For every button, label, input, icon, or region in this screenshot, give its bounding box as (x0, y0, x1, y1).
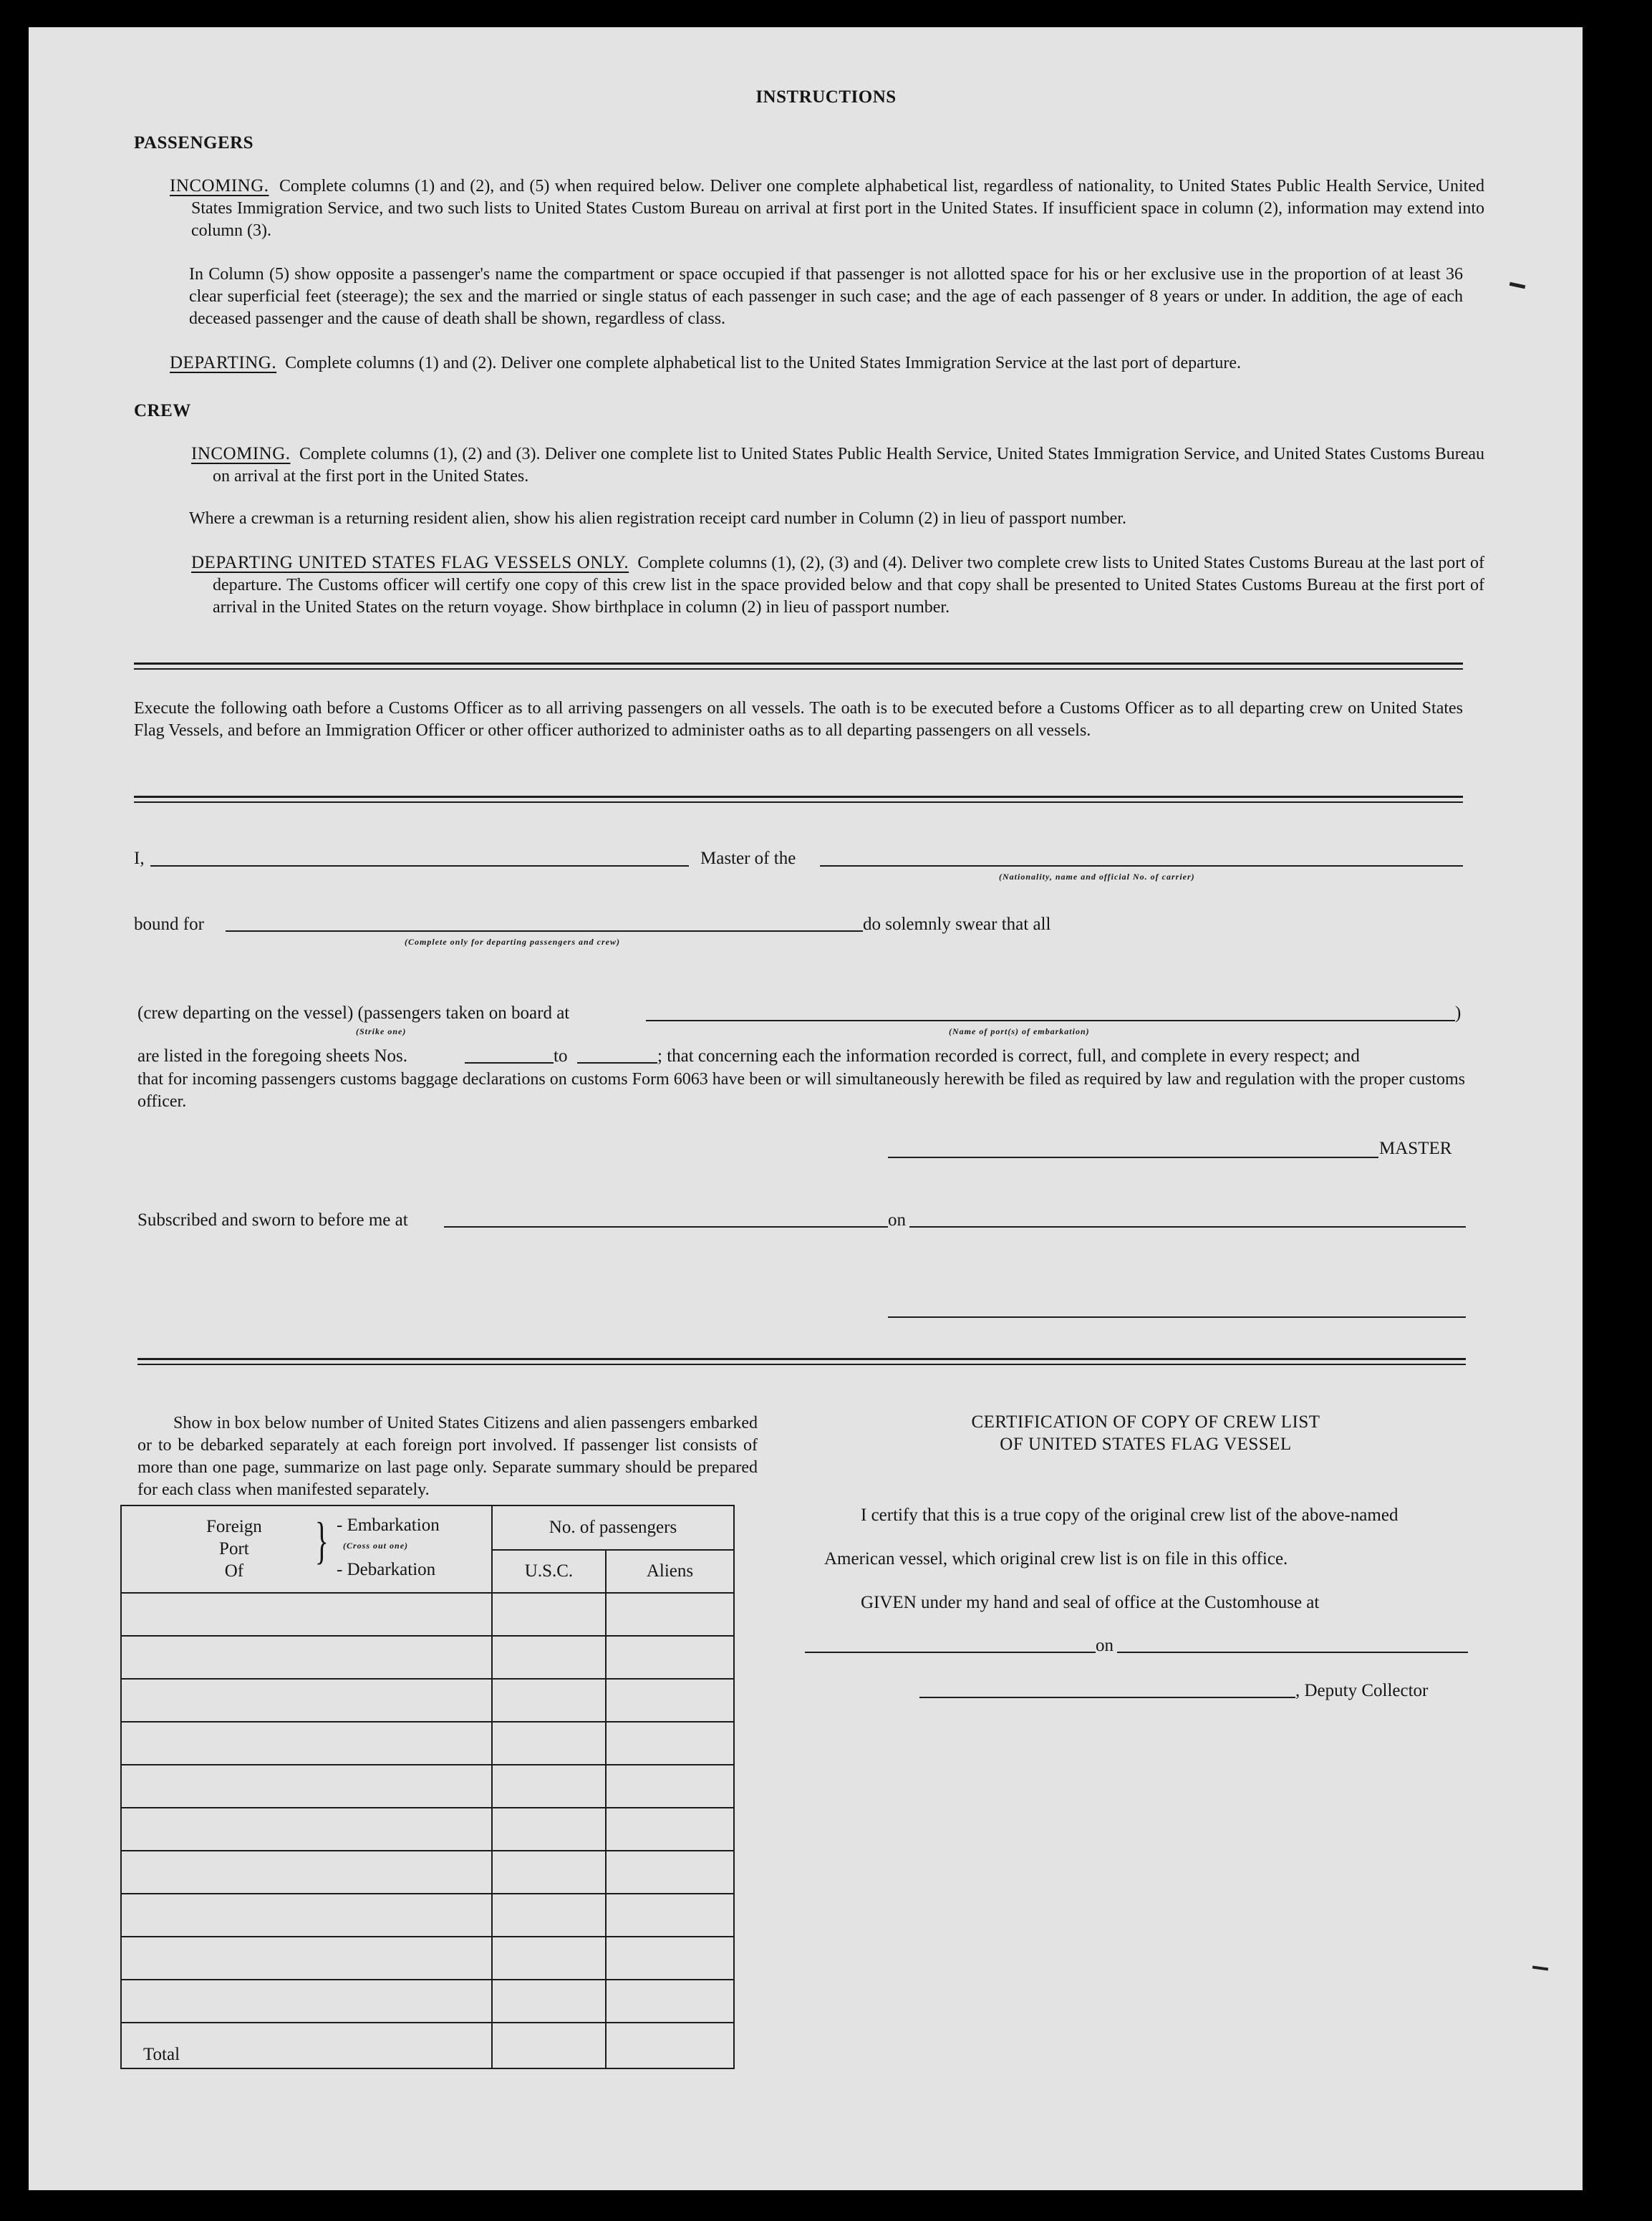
crew-incoming-label: INCOMING. (191, 444, 291, 463)
usc-cell[interactable] (492, 1765, 606, 1808)
passenger-summary-table (120, 1505, 735, 2069)
crew-resident-paragraph: Where a crewman is a returning resident alien, show his alien registration receipt card number in Column (2) in lieu of passport number. (189, 509, 1126, 528)
strike-one-caption: (Strike one) (356, 1026, 407, 1036)
sworn-place-field[interactable] (444, 1226, 888, 1228)
aliens-cell[interactable] (606, 1894, 734, 1937)
bound-for-caption: (Complete only for departing passengers and crew) (405, 937, 620, 947)
debarkation-label: - Debarkation (337, 1560, 436, 1579)
table-row (121, 1679, 734, 1722)
table-row (121, 1722, 734, 1765)
table-row (121, 1808, 734, 1851)
passengers-departing-paragraph (170, 352, 1463, 375)
to-label: to (554, 1046, 568, 1066)
aliens-cell[interactable] (606, 1980, 734, 2023)
aliens-cell[interactable] (606, 1765, 734, 1808)
table-row (121, 1593, 734, 1636)
certification-title-line2: OF UNITED STATES FLAG VESSEL (1000, 1435, 1292, 1454)
bound-for-field[interactable] (226, 930, 863, 932)
total-usc-cell[interactable] (492, 2023, 606, 2068)
of-label: Of (224, 1561, 244, 1581)
foreign-label: Foreign (206, 1517, 262, 1536)
aliens-cell[interactable] (606, 1722, 734, 1765)
oath-i-label: I, (134, 849, 145, 868)
usc-cell[interactable] (492, 1894, 606, 1937)
port-cell[interactable] (121, 1894, 492, 1937)
aliens-cell[interactable] (606, 1851, 734, 1894)
listed-continuation: that for incoming passengers customs baggage declarations on customs Form 6063 have been or will simultaneously herewith be filed as required by law and regulation with the proper customs officer. (137, 1070, 1465, 1111)
no-passengers-header: No. of passengers (492, 1505, 734, 1550)
carrier-field[interactable] (820, 865, 1463, 867)
section-divider (134, 663, 1463, 670)
ports-caption: (Name of port(s) of embarkation) (949, 1026, 1090, 1036)
passengers-departing-text: Complete columns (1) and (2). Deliver one complete alphabetical list to the United States Immigration Service at the last port of departure. (285, 354, 1242, 372)
deputy-signature-field[interactable] (919, 1697, 1295, 1698)
bound-for-label: bound for (134, 915, 204, 934)
section-divider (137, 1358, 1466, 1365)
embarkation-label: - Embarkation (337, 1516, 440, 1535)
table-row (121, 1851, 734, 1894)
passengers-incoming-text: Complete columns (1) and (2), and (5) when required below. Deliver one complete alphabetical list, regardless of nationality, to United States Public Health Service, United States Immigration Service, and two such lists to United States Custom Bureau on arrival at first port in the United States. If insufficient space in column (2), information may extend into column (3). (191, 177, 1485, 240)
listed-prefix: are listed in the foregoing sheets Nos. (137, 1046, 407, 1066)
certify-text: I certify that this is a true copy of the original crew list of the above-named (861, 1505, 1399, 1525)
summary-instruction: Show in box below number of United States Citizens and alien passengers embarked or to be debarked separately at each foreign port involved. If passenger list consists of more than one page, summarize on last page only. Separate summary should be prepared for each class when manifested separately. (137, 1414, 758, 1499)
cert-on-label: on (1096, 1636, 1114, 1655)
port-cell[interactable] (121, 1765, 492, 1808)
port-cell[interactable] (121, 1851, 492, 1894)
aliens-cell[interactable] (606, 1937, 734, 1980)
port-cell[interactable] (121, 1722, 492, 1765)
passengers-departing-label: DEPARTING. (170, 353, 277, 372)
aliens-cell[interactable] (606, 1636, 734, 1679)
table-row (121, 1937, 734, 1980)
usc-cell[interactable] (492, 1851, 606, 1894)
passengers-column5-paragraph: In Column (5) show opposite a passenger's name the compartment or space occupied if that passenger is not allotted space for his or her exclusive use in the proportion of at least 36 clear superficial feet (steerage); the sex and the married or single status of each passenger in such case; and the age of each passenger of 8 years or under. In addition, the age of each deceased passenger and the cause of death shall be shown, regardless of class. (189, 265, 1463, 328)
swear-text: do solemnly swear that all (863, 915, 1051, 934)
usc-cell[interactable] (492, 1679, 606, 1722)
instructions-title: INSTRUCTIONS (755, 87, 897, 107)
aliens-cell[interactable] (606, 1679, 734, 1722)
port-cell[interactable] (121, 1937, 492, 1980)
total-label: Total (121, 2023, 492, 2068)
aliens-cell[interactable] (606, 1808, 734, 1851)
total-row (121, 2023, 734, 2068)
crew-incoming-paragraph (191, 443, 1484, 488)
port-cell[interactable] (121, 1593, 492, 1636)
customhouse-field[interactable] (805, 1652, 1096, 1653)
crew-departing-label: DEPARTING UNITED STATES FLAG VESSELS ONLY. (191, 553, 629, 572)
crew-passengers-text: (crew departing on the vessel) (passengers taken on board at (137, 1003, 570, 1023)
cross-out-caption: (Cross out one) (343, 1541, 409, 1551)
master-signature-field[interactable] (888, 1157, 1378, 1158)
crew-heading: CREW (134, 401, 191, 420)
total-aliens-cell[interactable] (606, 2023, 734, 2068)
usc-header: U.S.C. (492, 1550, 606, 1593)
certification-title-line1: CERTIFICATION OF COPY OF CREW LIST (971, 1412, 1320, 1432)
crew-departing-text: Complete columns (1), (2), (3) and (4). Deliver two complete crew lists to United States Customs Bureau at the last port of departure. The Customs officer will certify one copy of this crew list in the space provided below and that copy shall be presented to United States Customs Bureau at the first port of arrival in the United States on the return voyage. Show birthplace in column (2) in lieu of passport number. (213, 554, 1484, 617)
port-header-cell (121, 1505, 492, 1593)
given-text: GIVEN under my hand and seal of office at the Customhouse at (861, 1593, 1320, 1612)
vessel-text: American vessel, which original crew list is on file in this office. (824, 1549, 1288, 1569)
deputy-collector-label: , Deputy Collector (1295, 1681, 1429, 1700)
embarkation-ports-field[interactable] (646, 1020, 1455, 1021)
section-divider (134, 796, 1463, 803)
subscribed-label: Subscribed and sworn to before me at (137, 1210, 408, 1230)
listed-suffix: ; that concerning each the information recorded is correct, full, and complete in every respect; and (657, 1046, 1360, 1066)
sworn-date-field[interactable] (909, 1226, 1466, 1228)
carrier-caption: (Nationality, name and official No. of carrier) (999, 872, 1195, 882)
passengers-incoming-label: INCOMING. (170, 176, 269, 196)
cert-date-field[interactable] (1117, 1652, 1468, 1653)
port-label: Port (219, 1539, 249, 1558)
sheet-from-field[interactable] (465, 1062, 554, 1064)
usc-cell[interactable] (492, 1722, 606, 1765)
usc-cell[interactable] (492, 1593, 606, 1636)
brace-icon: } (314, 1512, 329, 1569)
master-of-the-label: Master of the (700, 849, 796, 868)
usc-cell[interactable] (492, 1980, 606, 2023)
port-cell[interactable] (121, 1808, 492, 1851)
aliens-header: Aliens (606, 1550, 734, 1593)
table-row (121, 1765, 734, 1808)
aliens-cell[interactable] (606, 1593, 734, 1636)
sworn-on-label: on (888, 1210, 906, 1230)
usc-cell[interactable] (492, 1937, 606, 1980)
close-paren: ) (1455, 1003, 1462, 1023)
certification-title (788, 1411, 1504, 1455)
usc-cell[interactable] (492, 1636, 606, 1679)
passengers-heading: PASSENGERS (134, 133, 254, 153)
master-name-field[interactable] (150, 865, 689, 867)
oath-instruction: Execute the following oath before a Customs Officer as to all arriving passengers on all vessels. The oath is to be executed before a Customs Officer as to all departing crew on United States Flag Vessels, and before an Immigration Officer or other officer authorized to administer oaths as to all departing passengers on all vessels. (134, 699, 1463, 740)
table-row (121, 1894, 734, 1937)
usc-cell[interactable] (492, 1808, 606, 1851)
crew-departing-paragraph (191, 551, 1484, 619)
table-row (121, 1636, 734, 1679)
master-label: MASTER (1379, 1139, 1452, 1158)
table-row (121, 1980, 734, 2023)
port-cell[interactable] (121, 1636, 492, 1679)
crew-incoming-text: Complete columns (1), (2) and (3). Deliver one complete list to United States Public Health Service, United States Immigration Service, and United States Customs Bureau on arrival at the first port in the United States. (213, 445, 1484, 486)
sheet-to-field[interactable] (577, 1062, 657, 1064)
passengers-incoming-paragraph (170, 175, 1484, 242)
officer-signature-field[interactable] (888, 1316, 1466, 1318)
port-cell[interactable] (121, 1679, 492, 1722)
port-cell[interactable] (121, 1980, 492, 2023)
